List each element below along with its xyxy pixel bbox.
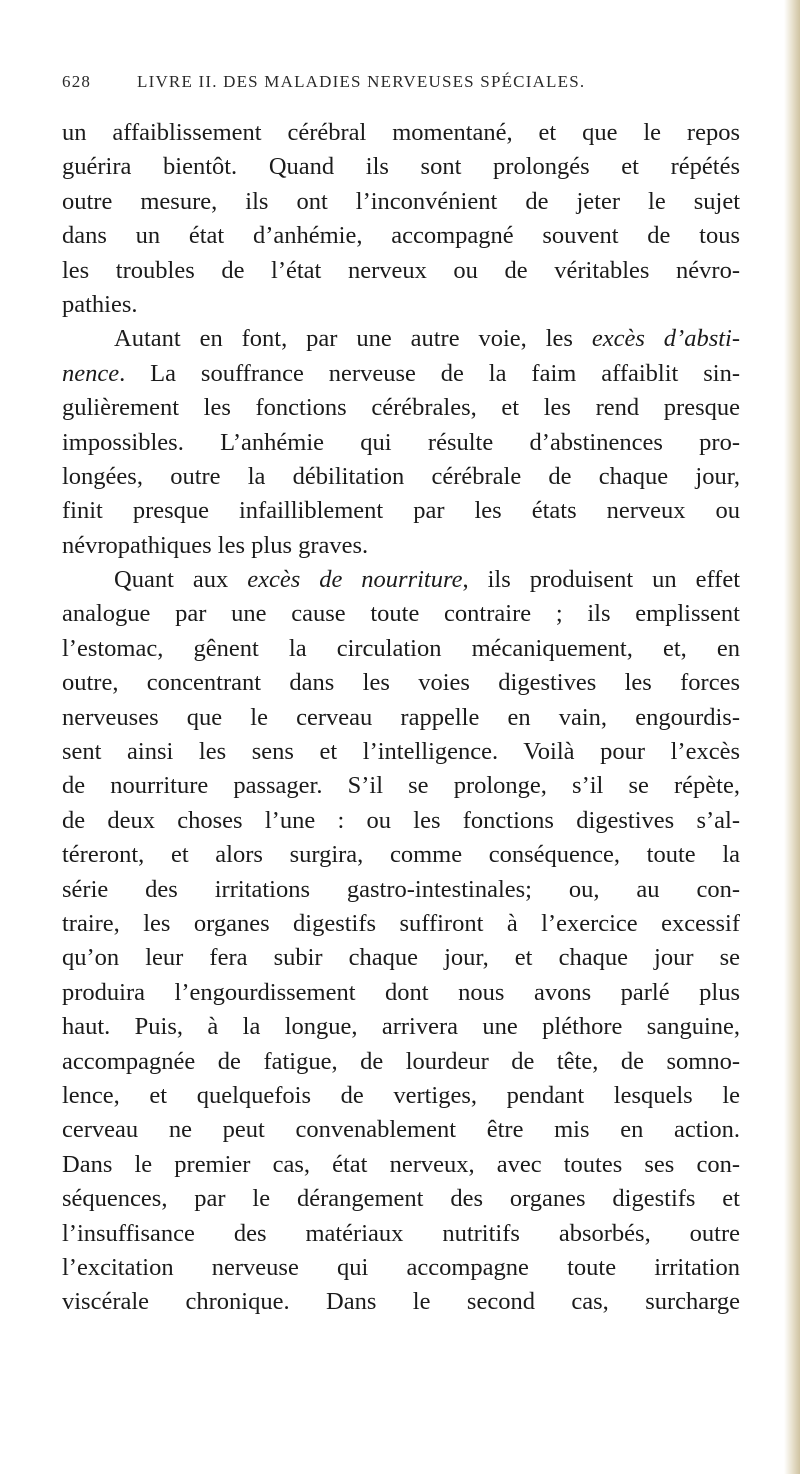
text-line: de nourriture passager. S’il se prolonge, s’il se répète, bbox=[62, 772, 740, 800]
text-line: produira l’engourdissement dont nous avons parlé plus bbox=[62, 978, 740, 1006]
text-line: qu’on leur fera subir chaque jour, et chaque jour se bbox=[62, 944, 740, 972]
text-line: haut. Puis, à la longue, arrivera une pléthore sanguine, bbox=[62, 1013, 740, 1041]
text-run: . La souffrance nerveuse de la faim affaiblit sin- bbox=[119, 359, 740, 387]
page-edge-shadow bbox=[784, 0, 800, 1474]
text-line: outre, concentrant dans les voies digestives les forces bbox=[62, 669, 740, 697]
text-line: traire, les organes digestifs suffiront à l’exercice excessif bbox=[62, 909, 740, 937]
running-title: LIVRE II. DES MALADIES NERVEUSES SPÉCIALES. bbox=[137, 72, 586, 91]
text-line: Dans le premier cas, état nerveux, avec toutes ses con- bbox=[62, 1150, 740, 1178]
text-line: lence, et quelquefois de vertiges, pendant lesquels le bbox=[62, 1081, 740, 1109]
text-line: les troubles de l’état nerveux ou de véritables névro- bbox=[62, 256, 740, 284]
text-line: névropathiques les plus graves. bbox=[62, 531, 369, 559]
page-number: 628 bbox=[62, 72, 92, 91]
text-line: un affaiblissement cérébral momentané, et que le repos bbox=[62, 119, 740, 146]
text-line: viscérale chronique. Dans le second cas, surcharge bbox=[62, 1288, 740, 1316]
body-text bbox=[62, 116, 740, 1320]
text-line bbox=[62, 322, 740, 356]
text-line: longées, outre la débilitation cérébrale de chaque jour, bbox=[62, 462, 740, 490]
text-line: l’excitation nerveuse qui accompagne toute irritation bbox=[62, 1253, 740, 1281]
text-line bbox=[62, 563, 740, 597]
text-line: cerveau ne peut convenablement être mis en action. bbox=[62, 1116, 740, 1144]
text-line: gulièrement les fonctions cérébrales, et les rend presque bbox=[62, 394, 740, 422]
text-line: finit presque infailliblement par les états nerveux ou bbox=[62, 497, 740, 525]
text-run: , ils produisent un effet bbox=[462, 566, 740, 594]
text-line: analogue par une cause toute contraire ; ils emplissent bbox=[62, 600, 740, 628]
text-line: séquences, par le dérangement des organes digestifs et bbox=[62, 1185, 740, 1213]
text-line: accompagnée de fatigue, de lourdeur de tête, de somno- bbox=[62, 1047, 740, 1075]
text-line: nerveuses que le cerveau rappelle en vain, engourdis- bbox=[62, 703, 740, 731]
italic-term: excès d’absti- bbox=[591, 325, 740, 353]
text-line: impossibles. L’anhémie qui résulte d’abstinences pro- bbox=[62, 428, 740, 456]
text-line: l’estomac, gênent la circulation mécaniquement, et, en bbox=[62, 634, 740, 662]
text-line: pathies. bbox=[62, 290, 138, 318]
running-header bbox=[62, 72, 742, 102]
text-line: téreront, et alors surgira, comme conséquence, toute la bbox=[62, 841, 740, 869]
text-run: Autant en font, par une autre voie, les bbox=[114, 325, 592, 353]
text-line: série des irritations gastro-intestinales; ou, au con- bbox=[62, 875, 740, 903]
text-line: outre mesure, ils ont l’inconvénient de jeter le sujet bbox=[62, 187, 740, 215]
text-line: l’insuffisance des matériaux nutritifs absorbés, outre bbox=[62, 1219, 740, 1247]
text-line: de deux choses l’une : ou les fonctions digestives s’al- bbox=[62, 806, 740, 834]
text-line bbox=[62, 357, 740, 391]
italic-term: excès de nourriture bbox=[247, 566, 463, 594]
text-line: dans un état d’anhémie, accompagné souvent de tous bbox=[62, 222, 740, 250]
text-line: guérira bientôt. Quand ils sont prolongés et répétés bbox=[62, 153, 740, 181]
text-line: sent ainsi les sens et l’intelligence. Voilà pour l’excès bbox=[62, 738, 740, 766]
italic-term: nence bbox=[62, 359, 120, 387]
text-run: Quant aux bbox=[114, 566, 248, 594]
